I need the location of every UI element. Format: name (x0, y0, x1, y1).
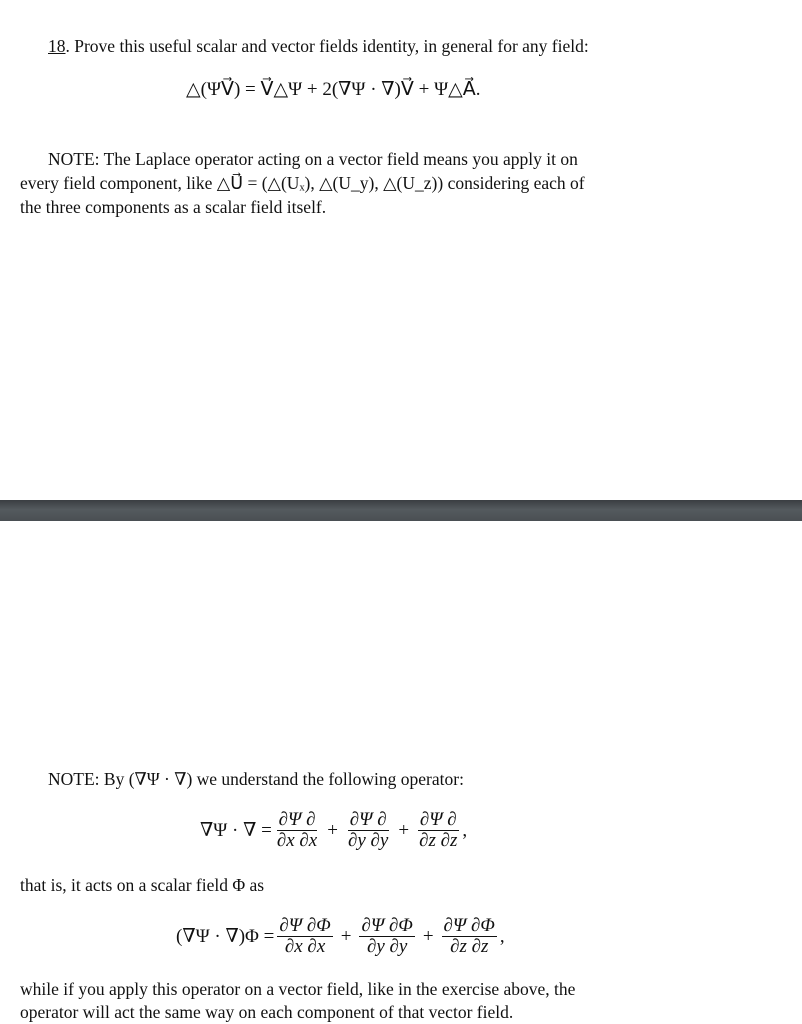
note2-line1: NOTE: By (∇Ψ · ∇) we understand the following operator: (48, 769, 464, 789)
note2-line3: while if you apply this operator on a vector field, like in the exercise above, the (20, 979, 576, 999)
note1-line3: the three components as a scalar field itself. (20, 197, 327, 217)
eq1-term-x (275, 810, 319, 851)
problem-number: 18 (48, 36, 66, 56)
den: ∂z ∂z (419, 830, 458, 851)
problem-text: . Prove this useful scalar and vector fields identity, in general for any field: (65, 36, 589, 56)
note1-line1: NOTE: The Laplace operator acting on a vector field means you apply it on (48, 149, 578, 169)
problem-statement (48, 35, 589, 58)
den: ∂z ∂z (450, 936, 489, 957)
den: ∂y ∂y (347, 830, 389, 851)
den: ∂y ∂y (366, 936, 408, 957)
num: ∂Ψ ∂Φ (443, 915, 495, 936)
num: ∂Ψ ∂Φ (361, 915, 413, 936)
eq2-term-x (277, 916, 332, 957)
num: ∂Ψ ∂Φ (279, 915, 331, 936)
eq2-lhs: (∇Ψ · ∇)Φ = (176, 926, 275, 947)
num: ∂Ψ ∂ (419, 809, 457, 830)
eq2-term-z (442, 916, 497, 957)
den: ∂x ∂x (276, 830, 318, 851)
eq1-term-y (346, 810, 390, 851)
num: ∂Ψ ∂ (349, 809, 387, 830)
eq1-term-z (417, 810, 459, 851)
note1-line2: every field component, like △U⃗ = (△(Uₓ), △(U_y), △(U_z)) considering each of (20, 173, 585, 193)
eq2-term-y (359, 916, 414, 957)
num: ∂Ψ ∂ (278, 809, 316, 830)
page-separator (0, 500, 802, 521)
scalar-operator-equation: (∇Ψ · ∇)Φ = $\frac{\partial\Psi \partial\Phi}{\partial x \partial x}$ + $\frac{\partial\Psi \partial\Phi}{\partial y \partial y}$ + $\frac{\partial\Psi \partial\Phi}{\partial z \partial z}$ , (176, 915, 505, 957)
operator-equation: ∇Ψ · ∇ = $\frac{\partial\Psi \partial}{\partial x \partial x}$ + $\frac{\partial\Psi \partial}{\partial y \partial y}$ + $\frac{\partial\Psi \partial}{\partial z \partial z}$ , (200, 809, 468, 851)
note2-line4: operator will act the same way on each component of that vector field. (20, 1002, 514, 1022)
note2-line2: that is, it acts on a scalar field Φ as (20, 875, 265, 895)
eq1-lhs: ∇Ψ · ∇ = (200, 820, 272, 841)
den: ∂x ∂x (284, 936, 326, 957)
identity-equation: △(ΨV⃗) = V⃗△Ψ + 2(∇Ψ · ∇)V⃗ + Ψ△A⃗. (186, 79, 481, 100)
